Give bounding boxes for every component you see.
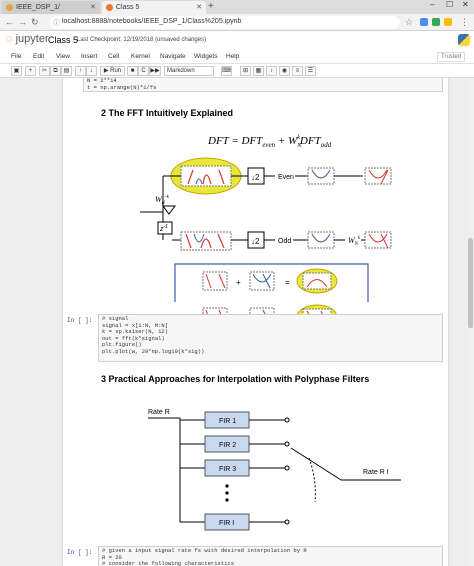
code-line: signal = x[1:N, M:N] [102,321,169,329]
close-icon[interactable]: ✕ [196,4,202,11]
code-cell[interactable] [83,78,443,92]
save-icon[interactable]: ▣ [11,66,22,76]
code-cell[interactable] [98,546,443,566]
ellipsis-dot [225,484,228,487]
tab-class5[interactable] [102,1,206,14]
code-line: # given a input signal rate fs with desired interpolation by R [102,547,307,554]
eq-sub-n: N [297,143,302,149]
even-label: Even [278,174,294,181]
commutator-node [285,466,289,470]
eq-sub-even: even [262,141,276,149]
toolbar-ext-icon[interactable]: ▦ [253,66,264,76]
ellipsis-dot [225,498,228,501]
menu-kernel[interactable]: Kernel [131,53,150,60]
section-heading: 2 The FFT Intuitively Explained [101,108,234,118]
section-heading: 3 Practical Approaches for Interpolation with Polyphase Filters [101,374,370,384]
checkpoint-text: Last Checkpoint: 12/19/2018 [77,37,154,43]
bookmark-star-icon[interactable]: ☆ [405,17,414,27]
rate-in-label: Rate R [148,409,170,416]
scrollbar[interactable] [467,78,474,566]
move-up-icon[interactable]: ↑ [75,66,86,76]
eq-lhs: DFT [208,135,229,147]
fir-label: FIR 3 [219,466,237,473]
notebook-page [63,78,448,566]
jupyter-orbit-icon: ◌ [6,33,13,45]
interrupt-icon[interactable]: ■ [127,66,138,76]
toolbar-ext-icon[interactable]: ☰ [305,66,316,76]
commutator-arm [291,448,341,480]
code-line: plt.figure() [102,341,142,348]
cell-prompt: In [ ]: [67,549,93,556]
menu-edit[interactable]: Edit [33,53,45,60]
wk-sup: k [358,236,361,241]
trusted-badge[interactable]: Trusted [437,52,465,62]
maximize-icon[interactable]: ☐ [446,0,454,9]
z-label: z [160,226,164,233]
twiddle-label [348,236,361,247]
cell-type-select[interactable] [164,66,214,76]
window-close-icon[interactable]: ✕ [462,0,469,9]
run-button[interactable]: ▶ Run [100,66,125,76]
twiddle-label [155,195,170,206]
extension-icon[interactable] [432,18,440,26]
reload-icon[interactable]: ↻ [31,17,39,27]
code-line: N = 2**14 [87,78,117,84]
downsample-label: ↓2 [251,173,260,182]
paste-icon[interactable]: ▤ [61,66,72,76]
tab-strip [0,0,474,14]
checkpoint-status [77,37,206,43]
toolbar-ext-icon[interactable]: ⊞ [240,66,251,76]
notebook-toolbar [0,64,474,78]
w-sub: N [161,201,166,206]
command-palette-icon[interactable]: ⌨ [222,68,231,74]
new-tab-icon[interactable]: + [208,1,214,12]
menu-cell[interactable]: Cell [108,53,120,60]
menu-view[interactable]: View [56,53,70,60]
plus-symbol: + [236,278,241,287]
notebook-area [0,78,474,566]
w-label: W [155,195,162,204]
equals-symbol: = [285,278,290,287]
back-icon[interactable]: ← [5,17,14,27]
downsample-label: ↓2 [251,237,260,246]
menu-insert[interactable]: Insert [81,53,98,60]
menu-bar [0,51,474,64]
commutator-node [285,520,289,524]
wk-sub: N [354,242,359,247]
fir-label: FIR 1 [219,418,237,425]
menu-widgets[interactable]: Widgets [194,53,218,60]
code-line: t = np.arange(N)*1/fs [87,83,157,91]
insert-cell-icon[interactable]: + [25,66,36,76]
copy-icon[interactable]: ⧉ [50,66,61,76]
commutator-node [285,418,289,422]
toolbar-ext-icon[interactable]: ≡ [292,66,303,76]
jupyter-favicon-icon [6,4,13,11]
jupyter-logo[interactable] [6,33,49,45]
eq-sup-k: k [297,135,300,141]
code-line: k = sp.kaiser(N, 12) [102,328,169,335]
code-cell[interactable] [98,314,443,362]
cell-type-value: Markdown [167,68,195,74]
tab-label: Class 5 [116,4,140,11]
odd-label: Odd [278,238,292,245]
eq-part: = DFT [228,135,263,147]
rate-out-label: Rate R I [363,469,389,476]
code-line: # signal [102,315,129,322]
fir-label: FIR 2 [219,442,237,449]
address-bar [0,14,474,31]
toolbar-ext-icon[interactable]: ↕ [266,66,277,76]
code-line: # consider the following characteristics [102,560,235,566]
menu-kebab-icon[interactable]: ⋮ [460,17,469,27]
url-text: localhost:8888/notebooks/IEEE_DSP_1/Class%205.ipynb [62,18,242,25]
code-line: out = fft(k*signal) [102,334,165,342]
move-down-icon[interactable]: ↓ [86,66,97,76]
fir-label: FIR I [219,520,235,527]
menu-help[interactable]: Help [226,53,240,60]
cell-prompt: In [ ]: [67,317,93,324]
w-sup: -k [165,195,169,200]
restart-run-all-icon[interactable]: ▶▶ [150,68,160,74]
menu-file[interactable]: File [11,53,22,60]
minimize-icon[interactable]: – [430,0,435,9]
ellipsis-dot [225,491,228,494]
polyphase-diagram [63,400,448,540]
jupyter-favicon-icon [106,4,113,11]
jupyter-logo-text: jupyter [15,33,49,45]
jupyter-header [0,31,474,51]
eq-sub-odd: odd [320,141,332,149]
tab-label: IEEE_DSP_1/ [16,4,60,11]
run-label: Run [110,68,122,74]
code-line: plt.plot(w, 20*np.log10(k*sig)) [102,347,205,355]
scrollbar-thumb[interactable] [468,238,473,328]
extension-icon[interactable] [444,18,452,26]
commutator-node [285,442,289,446]
python-logo-icon [458,34,470,46]
forward-icon[interactable]: → [18,17,27,27]
fft-equation [207,135,332,149]
code-line: R = 20 [102,553,122,561]
eq-plus: + W [275,135,298,147]
notebook-title[interactable]: Class 5 [48,35,79,45]
wk-label: W [348,236,355,245]
z-sup: -1 [163,224,168,230]
url-input[interactable] [50,16,400,29]
eye-icon[interactable]: ◉ [279,66,290,76]
menu-navigate[interactable]: Navigate [160,53,186,60]
commutator-rotation [309,458,315,502]
extension-icon[interactable] [420,18,428,26]
eq-rhs: DFT [299,135,321,147]
close-icon[interactable]: ✕ [90,4,96,11]
unsaved-text: (unsaved changes) [155,37,207,43]
tab-ieee-dsp[interactable] [2,1,100,14]
restart-icon[interactable]: C [138,66,149,76]
cut-icon[interactable]: ✂ [39,66,50,76]
gain-triangle [163,206,175,214]
info-icon: ⓘ [53,20,60,27]
